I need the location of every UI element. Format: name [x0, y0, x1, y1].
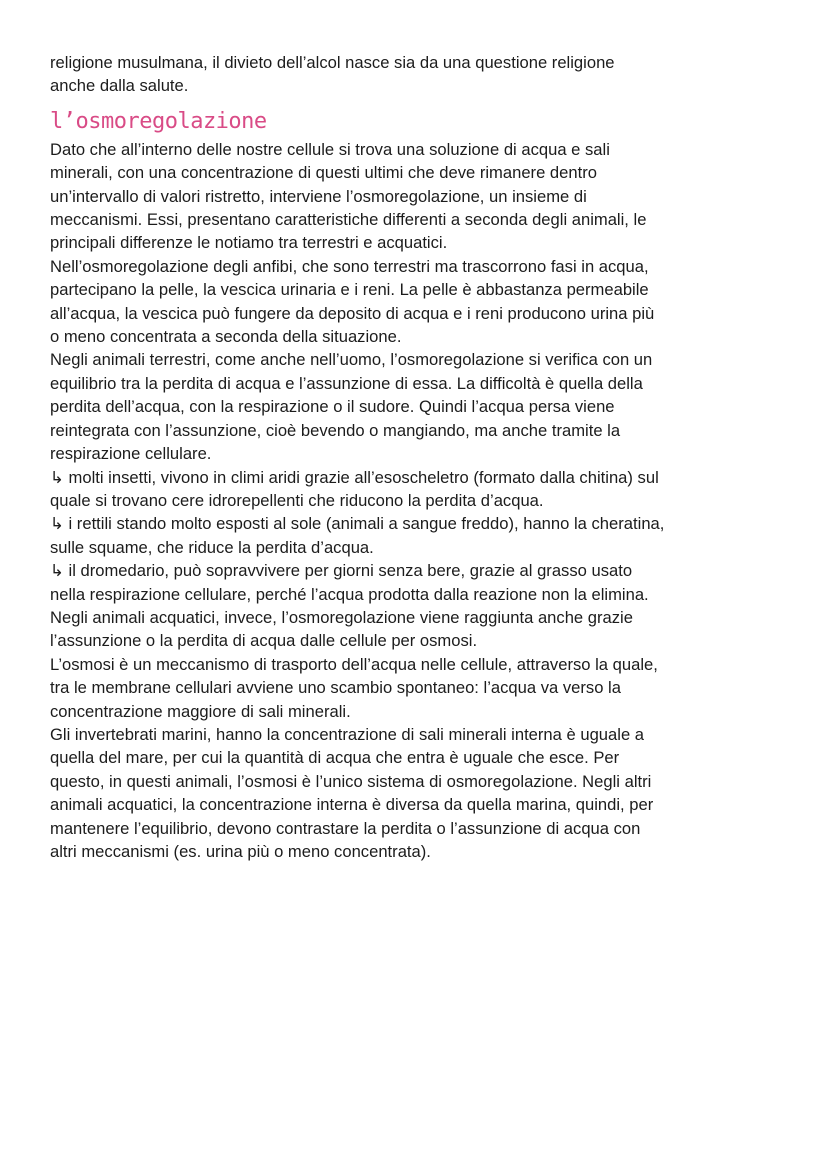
text-line: equilibrio tra la perdita di acqua e l’assunzione di essa. La difficoltà è quella della — [50, 373, 643, 393]
text-line: sulle squame, che riduce la perdita d’acqua. — [50, 537, 374, 557]
intro-paragraph — [50, 51, 790, 98]
text-line: L’osmosi è un meccanismo di trasporto dell’acqua nelle cellule, attraverso la quale, — [50, 654, 658, 674]
text-line: meccanismi. Essi, presentano caratteristiche differenti a seconda degli animali, le — [50, 210, 647, 230]
text-line: un’intervallo di valori ristretto, interviene l’osmoregolazione, un insieme di — [50, 186, 587, 206]
text-line: all’acqua, la vescica può fungere da deposito di acqua e i reni producono urina più — [50, 303, 655, 323]
bullet-line: ↳ molti insetti, vivono in climi aridi grazie all’esoscheletro (formato dalla chitina) sul — [50, 467, 659, 487]
text-line: nella respirazione cellulare, perché l’acqua prodotta dalla reazione non la elimina. — [50, 584, 649, 604]
section-body — [50, 138, 790, 864]
text-line: minerali, con una concentrazione di questi ultimi che deve rimanere dentro — [50, 163, 597, 183]
text-line: quale si trovano cere idrorepellenti che riducono la perdita d’acqua. — [50, 490, 544, 510]
text-line: o meno concentrata a seconda della situazione. — [50, 327, 402, 347]
text-line: quella del mare, per cui la quantità di acqua che entra è uguale che esce. Per — [50, 748, 620, 768]
text-line: partecipano la pelle, la vescica urinaria e i reni. La pelle è abbastanza permeabile — [50, 280, 649, 300]
text-line: religione musulmana, il divieto dell’alcol nasce sia da una questione religione — [50, 53, 615, 72]
text-line: Gli invertebrati marini, hanno la concentrazione di sali minerali interna è uguale a — [50, 724, 645, 744]
text-line: questo, in questi animali, l’osmosi è l’unico sistema di osmoregolazione. Negli altri — [50, 771, 652, 791]
text-line: Dato che all’interno delle nostre cellule si trova una soluzione di acqua e sali — [50, 139, 610, 159]
text-line: mantenere l’equilibrio, devono contrastare la perdita o l’assunzione di acqua con — [50, 818, 641, 838]
text-line: perdita dell’acqua, con la respirazione o il sudore. Quindi l’acqua persa viene — [50, 397, 615, 417]
text-line: principali differenze le notiamo tra terrestri e acquatici. — [50, 233, 448, 253]
text-line: Negli animali terrestri, come anche nell’uomo, l’osmoregolazione si verifica con un — [50, 350, 653, 370]
section-title: l’osmoregolazione — [50, 108, 267, 134]
text-line: respirazione cellulare. — [50, 444, 212, 464]
document-page — [50, 51, 790, 863]
text-line: Negli animali acquatici, invece, l’osmoregolazione viene raggiunta anche grazie — [50, 607, 633, 627]
text-line: reintegrata con l’assunzione, cioè bevendo o mangiando, ma anche tramite la — [50, 420, 621, 440]
text-line: tra le membrane cellulari avviene uno scambio spontaneo: l’acqua va verso la — [50, 678, 621, 698]
text-line: Nell’osmoregolazione degli anfibi, che sono terrestri ma trascorrono fasi in acqua, — [50, 256, 649, 276]
text-line: altri meccanismi (es. urina più o meno concentrata). — [50, 842, 431, 861]
text-line: animali acquatici, la concentrazione interna è diversa da quella marina, quindi, per — [50, 795, 654, 815]
text-line: concentrazione maggiore di sali minerali. — [50, 701, 351, 721]
bullet-line: ↳ i rettili stando molto esposti al sole (animali a sangue freddo), hanno la cheratina, — [50, 514, 665, 534]
text-line: l’assunzione o la perdita di acqua dalle cellule per osmosi. — [50, 631, 478, 651]
bullet-line: ↳ il dromedario, può sopravvivere per giorni senza bere, grazie al grasso usato — [50, 561, 633, 581]
text-line: anche dalla salute. — [50, 76, 189, 96]
